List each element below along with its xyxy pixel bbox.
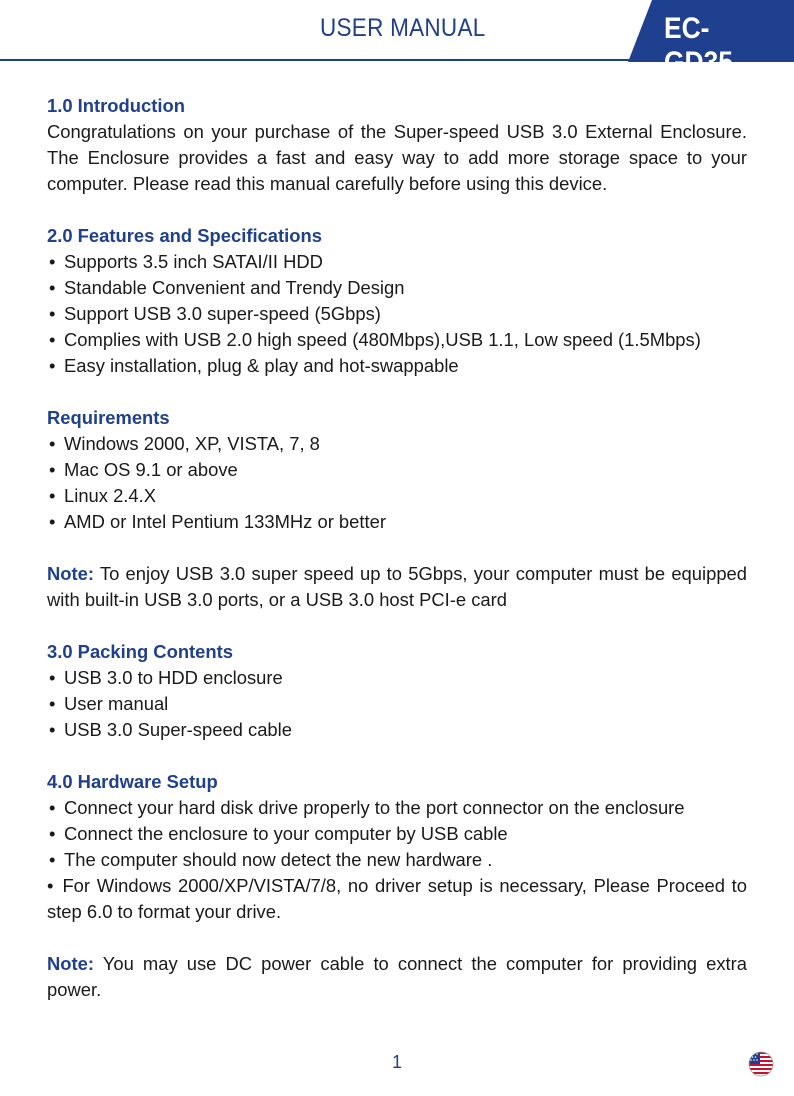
features-heading: 2.0 Features and Specifications bbox=[47, 225, 322, 246]
page-number: 1 bbox=[392, 1052, 403, 1072]
list-item: • Mac OS 9.1 or above bbox=[47, 457, 747, 483]
manual-content bbox=[47, 93, 747, 1003]
list-item: • Connect the enclosure to your computer by USB cable bbox=[47, 821, 747, 847]
note-text: You may use DC power cable to connect the computer for providing extra power. bbox=[47, 953, 748, 1000]
list-item: • The computer should now detect the new hardware . bbox=[47, 847, 747, 873]
requirements-list bbox=[47, 431, 747, 535]
list-item: • AMD or Intel Pentium 133MHz or better bbox=[47, 509, 747, 535]
manual-title: USER MANUAL bbox=[320, 14, 486, 42]
hardware-list bbox=[47, 795, 747, 925]
note-label: Note: bbox=[47, 563, 94, 584]
list-item: • USB 3.0 to HDD enclosure bbox=[47, 665, 747, 691]
list-item: • User manual bbox=[47, 691, 747, 717]
us-flag-icon bbox=[748, 1051, 774, 1077]
note-text: To enjoy USB 3.0 super speed up to 5Gbps, your computer must be equipped with built-in USB 3.0 ports, or a USB 3.0 host PCI-e card bbox=[47, 563, 747, 610]
requirements-heading: Requirements bbox=[47, 407, 170, 428]
list-item: • Connect your hard disk drive properly to the port connector on the enclosure bbox=[47, 795, 747, 821]
list-item: • Easy installation, plug & play and hot-swappable bbox=[47, 353, 747, 379]
list-item: • USB 3.0 Super-speed cable bbox=[47, 717, 747, 743]
intro-text: Congratulations on your purchase of the Super-speed USB 3.0 External Enclosure. The Enclosure provides a fast and easy way to add more storage space to your computer. Please read this manual carefully before using this device. bbox=[47, 121, 747, 194]
model-number: EC-GD35 bbox=[664, 12, 733, 79]
list-item: • Linux 2.4.X bbox=[47, 483, 747, 509]
list-item: • For Windows 2000/XP/VISTA/7/8, no driver setup is necessary, Please Proceed to step 6.0 to format your drive. bbox=[47, 873, 747, 925]
features-list bbox=[47, 249, 747, 379]
packing-list bbox=[47, 665, 747, 743]
packing-heading: 3.0 Packing Contents bbox=[47, 641, 233, 662]
list-item: • Windows 2000, XP, VISTA, 7, 8 bbox=[47, 431, 747, 457]
page-header bbox=[0, 0, 794, 79]
list-item: • Complies with USB 2.0 high speed (480Mbps),USB 1.1, Low speed (1.5Mbps) bbox=[47, 327, 747, 353]
hardware-heading: 4.0 Hardware Setup bbox=[47, 771, 218, 792]
note-label: Note: bbox=[47, 953, 94, 974]
list-item: • Support USB 3.0 super-speed (5Gbps) bbox=[47, 301, 747, 327]
list-item: • Supports 3.5 inch SATAI/II HDD bbox=[47, 249, 747, 275]
note-usb3 bbox=[47, 561, 747, 613]
note-power bbox=[47, 951, 747, 1003]
intro-heading: 1.0 Introduction bbox=[47, 95, 185, 116]
list-item: • Standable Convenient and Trendy Design bbox=[47, 275, 747, 301]
